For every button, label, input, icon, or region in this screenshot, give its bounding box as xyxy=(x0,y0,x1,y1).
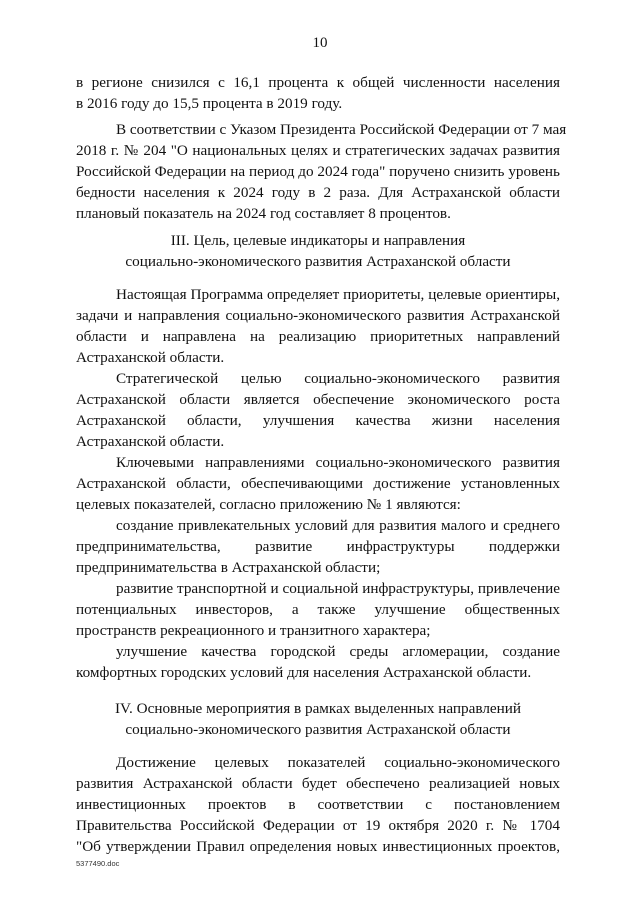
text-line: Астраханской области, улучшения качества жизни населения xyxy=(76,412,560,429)
text-line: В соответствии с Указом Президента Российской Федерации от 7 мая xyxy=(116,121,567,138)
text-line: Настоящая Программа определяет приоритеты, целевые ориентиры, xyxy=(116,286,560,303)
text-line: пространств рекреационного и транзитного характера; xyxy=(76,622,431,639)
text-line: Астраханской области. xyxy=(76,349,225,366)
text-line: Астраханской области является обеспечение экономического роста xyxy=(76,391,560,408)
text-line: Астраханской области. xyxy=(76,433,225,450)
paragraph xyxy=(76,752,560,857)
text-line: развитие транспортной и социальной инфраструктуры, привлечение xyxy=(116,580,560,597)
text-line: бедности населения к 2024 году в 2 раза. Для Астраханской области xyxy=(76,184,560,201)
text-line: комфортных городских условий для населения Астраханской области. xyxy=(76,664,532,681)
paragraph xyxy=(76,515,560,578)
page-number: 10 xyxy=(312,35,328,51)
text-line: предпринимательства в Астраханской области; xyxy=(76,559,381,576)
text-line: в регионе снизился с 16,1 процента к общей численности населения xyxy=(76,74,560,91)
text-line: потенциальных инвесторов, а также улучшение общественных xyxy=(76,601,560,618)
paragraph xyxy=(76,578,560,641)
text-line: развития Астраханской области будет обеспечено реализацией новых xyxy=(76,775,560,792)
text-line: создание привлекательных условий для развития малого и среднего xyxy=(116,517,560,534)
section-heading xyxy=(76,698,560,740)
paragraph xyxy=(76,72,560,114)
text-line: целевых показателей, согласно приложению № 1 являются: xyxy=(76,496,461,513)
text-line: плановый показатель на 2024 год составляет 8 процентов. xyxy=(76,205,451,222)
text-line: области и направлена на реализацию приоритетных направлений xyxy=(76,328,560,345)
text-line: инвестиционных проектов в соответствии с постановлением xyxy=(76,796,560,813)
heading-line: социально-экономического развития Астраханской области xyxy=(125,253,511,270)
section-heading xyxy=(76,230,560,272)
text-line: Астраханской области, обеспечивающими достижение установленных xyxy=(76,475,560,492)
text-line: предпринимательства, развитие инфраструктуры поддержки xyxy=(76,538,560,555)
text-line: 2018 г. № 204 "О национальных целях и стратегических задачах развития xyxy=(76,142,560,159)
text-line: Правительства Российской Федерации от 19 октября 2020 г. № 1704 xyxy=(76,817,560,834)
text-line: "Об утверждении Правил определения новых инвестиционных проектов, xyxy=(76,838,560,855)
text-line: Российской Федерации на период до 2024 года" поручено снизить уровень xyxy=(76,163,560,180)
text-line: Стратегической целью социально-экономического развития xyxy=(116,370,560,387)
paragraph xyxy=(76,284,560,368)
text-line: задачи и направления социально-экономического развития Астраханской xyxy=(76,307,560,324)
text-line: Ключевыми направлениями социально-экономического развития xyxy=(116,454,560,471)
heading-line: IV. Основные мероприятия в рамках выделенных направлений xyxy=(114,700,522,717)
text-line: в 2016 году до 15,5 процента в 2019 году. xyxy=(76,95,343,112)
text-line: Достижение целевых показателей социально-экономического xyxy=(116,754,560,771)
paragraph xyxy=(76,641,560,683)
paragraph xyxy=(76,452,560,515)
heading-line: социально-экономического развития Астраханской области xyxy=(125,721,511,738)
text-line: улучшение качества городской среды агломерации, создание xyxy=(116,643,560,660)
document-file-code: 5377490.doc xyxy=(76,859,120,868)
paragraph xyxy=(76,119,567,224)
heading-line: III. Цель, целевые индикаторы и направления xyxy=(170,232,466,249)
paragraph xyxy=(76,368,560,452)
